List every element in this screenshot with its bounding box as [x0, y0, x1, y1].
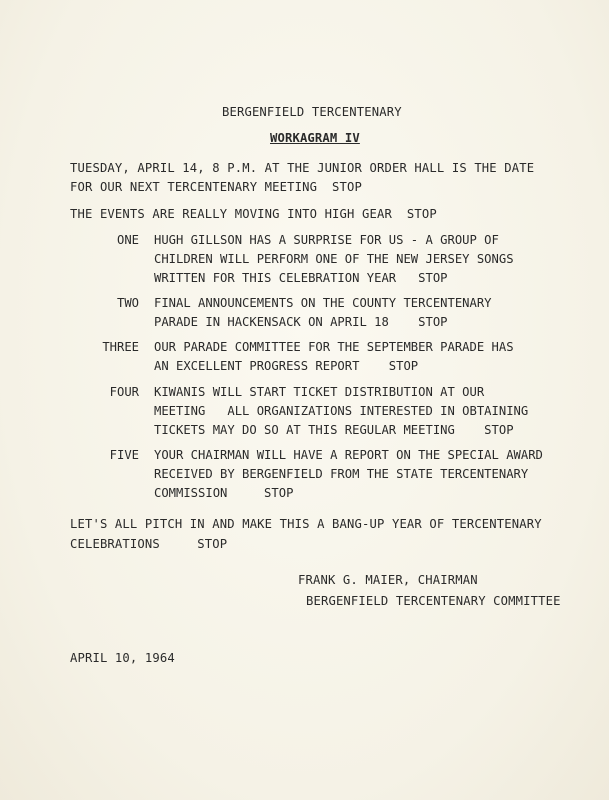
signature-name: FRANK G. MAIER, CHAIRMAN: [298, 573, 478, 587]
item-one-line-3: WRITTEN FOR THIS CELEBRATION YEAR STOP: [154, 271, 448, 285]
document-title: BERGENFIELD TERCENTENARY: [222, 105, 402, 119]
item-two-line-1: FINAL ANNOUNCEMENTS ON THE COUNTY TERCENTENARY: [154, 296, 492, 310]
item-five-line-2: RECEIVED BY BERGENFIELD FROM THE STATE TERCENTENARY: [154, 467, 529, 481]
closing-line-2: CELEBRATIONS STOP: [70, 537, 228, 551]
item-four-line-3: TICKETS MAY DO SO AT THIS REGULAR MEETING STOP: [154, 423, 514, 437]
item-four-line-1: KIWANIS WILL START TICKET DISTRIBUTION AT OUR: [154, 385, 485, 399]
item-three-line-2: AN EXCELLENT PROGRESS REPORT STOP: [154, 359, 419, 373]
item-five-line-1: YOUR CHAIRMAN WILL HAVE A REPORT ON THE SPECIAL AWARD: [154, 448, 543, 462]
document-date: APRIL 10, 1964: [70, 651, 175, 665]
document-subtitle: WORKAGRAM IV: [270, 131, 360, 145]
closing-line-1: LET'S ALL PITCH IN AND MAKE THIS A BANG-UP YEAR OF TERCENTENARY: [70, 517, 542, 531]
item-five-line-3: COMMISSION STOP: [154, 486, 294, 500]
events-line: THE EVENTS ARE REALLY MOVING INTO HIGH GEAR STOP: [70, 207, 437, 221]
item-one-line-2: CHILDREN WILL PERFORM ONE OF THE NEW JERSEY SONGS: [154, 252, 514, 266]
item-number-one: ONE: [116, 233, 139, 247]
intro-line-2: FOR OUR NEXT TERCENTENARY MEETING STOP: [70, 180, 363, 194]
signature-committee: BERGENFIELD TERCENTENARY COMMITTEE: [306, 594, 561, 608]
item-four-line-2: MEETING ALL ORGANIZATIONS INTERESTED IN OBTAINING: [154, 404, 529, 418]
item-one-line-1: HUGH GILLSON HAS A SURPRISE FOR US - A GROUP OF: [154, 233, 499, 247]
intro-line-1: TUESDAY, APRIL 14, 8 P.M. AT THE JUNIOR ORDER HALL IS THE DATE: [70, 161, 535, 175]
item-number-two: TWO: [116, 296, 139, 310]
item-number-five: FIVE: [109, 448, 139, 462]
item-three-line-1: OUR PARADE COMMITTEE FOR THE SEPTEMBER PARADE HAS: [154, 340, 514, 354]
item-two-line-2: PARADE IN HACKENSACK ON APRIL 18 STOP: [154, 315, 448, 329]
item-number-four: FOUR: [109, 385, 139, 399]
item-number-three: THREE: [102, 340, 139, 354]
